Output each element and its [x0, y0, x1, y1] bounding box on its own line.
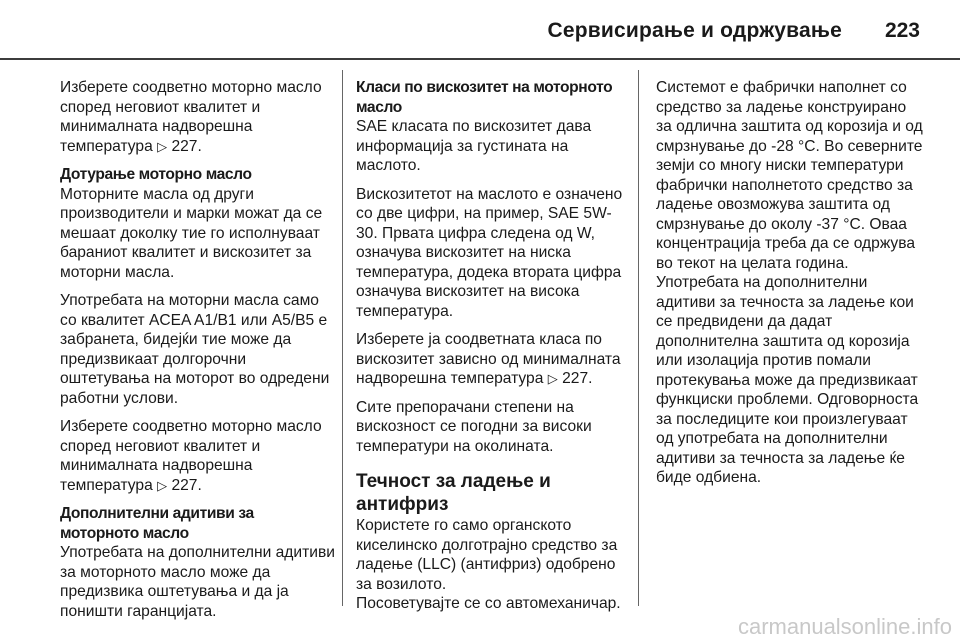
paragraph: Употребата на дополнителни адитиви за течноста за ладење кои се предвидени да дадат дополнителна заштита од корозија или изолација против помали протекувања може да предизвикаат функциски проблеми. Одговорноста за последиците кои произлегуваат од употребата на дополнителни адитиви за течноста за ладење ќе биде одбиена.: [656, 274, 919, 486]
paragraph: Посоветувајте се со автомеханичар.: [356, 595, 621, 612]
paragraph: SAE класата по вискозитет дава информација за густината на маслото.: [356, 118, 592, 174]
header-rule: [0, 58, 960, 60]
column-1: [60, 78, 336, 620]
section-title: Сервисирање и одржување: [547, 19, 842, 42]
paragraph: Користете го само органското киселинско долготрајно средство за ладење (LLC) (антифриз) одобрено за возилото.: [356, 517, 618, 593]
page-ref-arrow-icon: ▷: [547, 371, 558, 386]
page-ref-arrow-icon: ▷: [157, 477, 168, 493]
page-header: [0, 0, 960, 60]
paragraph: Употребата на моторни масла само со квалитет ACEA A1/B1 или A5/B5 е забранета, бидејќи тие може да предизвикаат долгорочни оштетувања на моторот во одредени работни услови.: [60, 292, 330, 407]
column-2: [356, 78, 624, 612]
page-reference[interactable]: 227.: [562, 370, 593, 387]
page-reference[interactable]: 227.: [171, 137, 202, 155]
column-divider-2: [638, 70, 639, 606]
column-divider-1: [342, 70, 343, 606]
heading: Класи по вискозитет на моторното масло: [356, 79, 613, 116]
paragraph: Изберете соодветно моторно масло според неговиот квалитет и минималната надворешна температура ▷ 227.: [60, 418, 322, 494]
paragraph: Употребата на дополнителни адитиви за моторното масло може да предизвика оштетувања и да ја поништи гаранцијата.: [60, 544, 335, 620]
paragraph: Системот е фабрички наполнет со средство за ладење конструирано за одлична заштита од корозија и од смрзнување до -28 °C. Во северните земји со многу ниски температури фабрички наполнетото средство за ладење овозможува заштита од смрзнување до околу -37 °C. Оваа концентрација треба да се одржува во текот на целата година.: [656, 79, 923, 272]
paragraph: Сите препорачани степени на вискозност се погодни за високи температури на околината.: [356, 398, 592, 455]
heading: Дотурање моторно масло: [60, 166, 252, 183]
page-ref-arrow-icon: ▷: [157, 138, 168, 154]
section-heading: Течност за ладење и антифриз: [356, 471, 551, 515]
watermark: carmanualsonline.info: [737, 614, 952, 639]
page-reference[interactable]: 227.: [171, 476, 202, 494]
paragraph: Изберете соодветно моторно масло според неговиот квалитет и минималната надворешна температура ▷ 227.: [60, 79, 322, 155]
paragraph: Изберете ја соодветната класа по вискозитет зависно од минималната надворешна температура ▷ 227.: [356, 331, 621, 387]
paragraph: Моторните масла од други производители и марки можат да се мешаат доколку тие го исполнуваат бараниот квалитет и вискозитет за моторни масла.: [60, 185, 323, 281]
paragraph: Вискозитетот на маслото е означено со две цифри, на пример, SAE 5W-30. Првата цифра следена од W, означува вискозитет на ниска температура, додека втората цифра означува вискозитет на висока температура.: [356, 185, 623, 320]
column-3: [656, 78, 926, 608]
page-number: 223: [884, 19, 920, 42]
heading: Дополнителни адитиви за моторното масло: [60, 505, 254, 542]
